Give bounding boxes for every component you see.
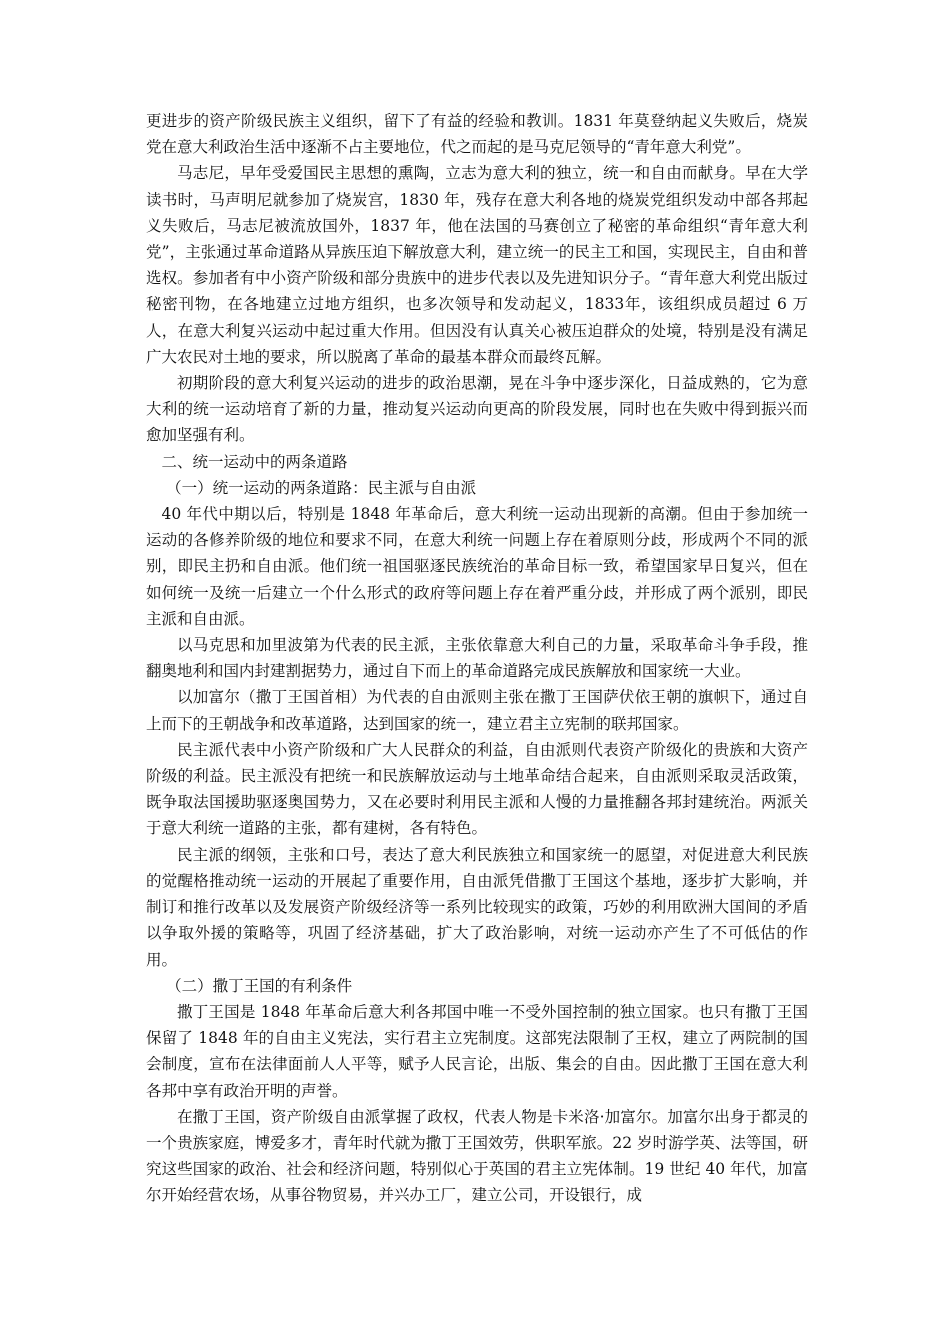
- document-body: [146, 108, 808, 1209]
- subsection-heading-sardinia: （二）撒丁王国的有利条件: [166, 976, 353, 995]
- paragraph-1840s: 40 年代中期以后，特别是 1848 年革命后，意大利统一运动出现新的高潮。但由于参加统一运动的各修养阶级的地位和要求不同，在意大利统一问题上存在着原则分歧，形成两个不同的派别，即民主扔和自由派。他们统一祖国驱逐民族统治的革命目标一致，希望国家早日复兴，但在如何统一及统一后建立一个什么形式的政府等问题上存在着严重分歧，并形成了两个派别，即民主派和自由派。: [146, 505, 808, 628]
- paragraph-continuation: 更进步的资产阶级民族主义组织，留下了有益的经验和教训。1831 年莫登纳起义失败后，烧炭党在意大利政治生活中逐渐不占主要地位，代之而起的是马克尼领导的“青年意大利党”。: [146, 112, 808, 157]
- paragraph-sardinia-kingdom: 撒丁王国是 1848 年革命后意大利各邦国中唯一不受外国控制的独立国家。也只有撒丁王国保留了 1848 年的自由主义宪法，实行君主立宪制度。这部宪法限制了王权，建立了两院制的国会制度，宣布在法律面前人人平等，赋予人民言论，出版、集会的自由。因此撒丁王国在意大利各邦中享有政治开明的声誉。: [146, 1002, 808, 1100]
- paragraph-liberals: 以加富尔（撒丁王国首相）为代表的自由派则主张在撒丁王国萨伏依王朝的旗帜下，通过自上而下的王朝战争和改革道路，达到国家的统一，建立君主立宪制的联邦国家。: [146, 688, 808, 733]
- paragraph-democrats: 以马克思和加里波第为代表的民主派，主张依靠意大利自己的力量，采取革命斗争手段，推翻奥地利和国内封建割据势力，通过自下而上的革命道路完成民族解放和国家统一大业。: [146, 636, 808, 681]
- paragraph-cavour: 在撒丁王国，资产阶级自由派掌握了政权，代表人物是卡米洛·加富尔。加富尔出身于都灵的一个贵族家庭，博爱多才，青年时代就为撒丁王国效劳，供职军旅。22 岁时游学英、法等国，研究这些国家的政治、社会和经济问题，特别似心于英国的君主立宪体制。19 世纪 40 年代，加富尔开始经营农场，从事谷物贸易，并兴办工厂，建立公司，开设银行，成: [146, 1107, 808, 1205]
- section-heading-two-paths: 二、统一运动中的两条道路: [161, 452, 348, 471]
- paragraph-programs: 民主派的纲领，主张和口号，表达了意大利民族独立和国家统一的愿望，对促进意大利民族的觉醒格推动统一运动的开展起了重要作用，自由派凭借撒丁王国这个基地，逐步扩大影响，并制订和推行改革以及发展资产阶级经济等一系列比较现实的政策，巧妙的利用欧洲大国间的矛盾以争取外援的策略等，巩固了经济基础，扩大了政治影响，对统一运动亦产生了不可低估的作用。: [146, 845, 808, 969]
- paragraph-class-interests: 民主派代表中小资产阶级和广大人民群众的利益，自由派则代表资产阶级化的贵族和大资产阶级的利益。民主派没有把统一和民族解放运动与土地革命结合起来，自由派则采取灵活政策，既争取法国援助驱逐奥国势力，又在必要时利用民主派和人慢的力量推翻各邦封建统治。两派关于意大利统一道路的主张，都有建树，各有特色。: [146, 740, 808, 838]
- paragraph-early-stage: 初期阶段的意大利复兴运动的进步的政治思潮，晃在斗争中逐步深化，日益成熟的，它为意大利的统一运动培育了新的力量，推动复兴运动向更高的阶段发展，同时也在失败中得到振兴而愈加坚强有利。: [146, 374, 808, 445]
- paragraph-mazzini: 马志尼，早年受爱国民主思想的熏陶，立志为意大利的独立，统一和自由而献身。早在大学读书时，马声明尼就参加了烧炭宫，1830 年，残存在意大利各地的烧炭党组织发动中部各邦起义失败后，马志尼被流放国外，1837 年，他在法国的马赛创立了秘密的革命组织“青年意大利党”，主张通过革命道路从异族压迫下解放意大利，建立统一的民主工和国，实现民主，自由和普选权。参加者有中小资产阶级和部分贵族中的进步代表以及先进知识分子。“青年意大利党出版过秘密刊物，在各地建立过地方组织，也多次领导和发动起义，1833年，该组织成员超过 6 万人，在意大利复兴运动中起过重大作用。但因没有认真关心被压迫群众的处境，特别是没有满足广大农民对土地的要求，所以脱离了革命的最基本群众而最终瓦解。: [146, 164, 808, 366]
- subsection-heading-democrats-liberals: （一）统一运动的两条道路：民主派与自由派: [166, 478, 477, 497]
